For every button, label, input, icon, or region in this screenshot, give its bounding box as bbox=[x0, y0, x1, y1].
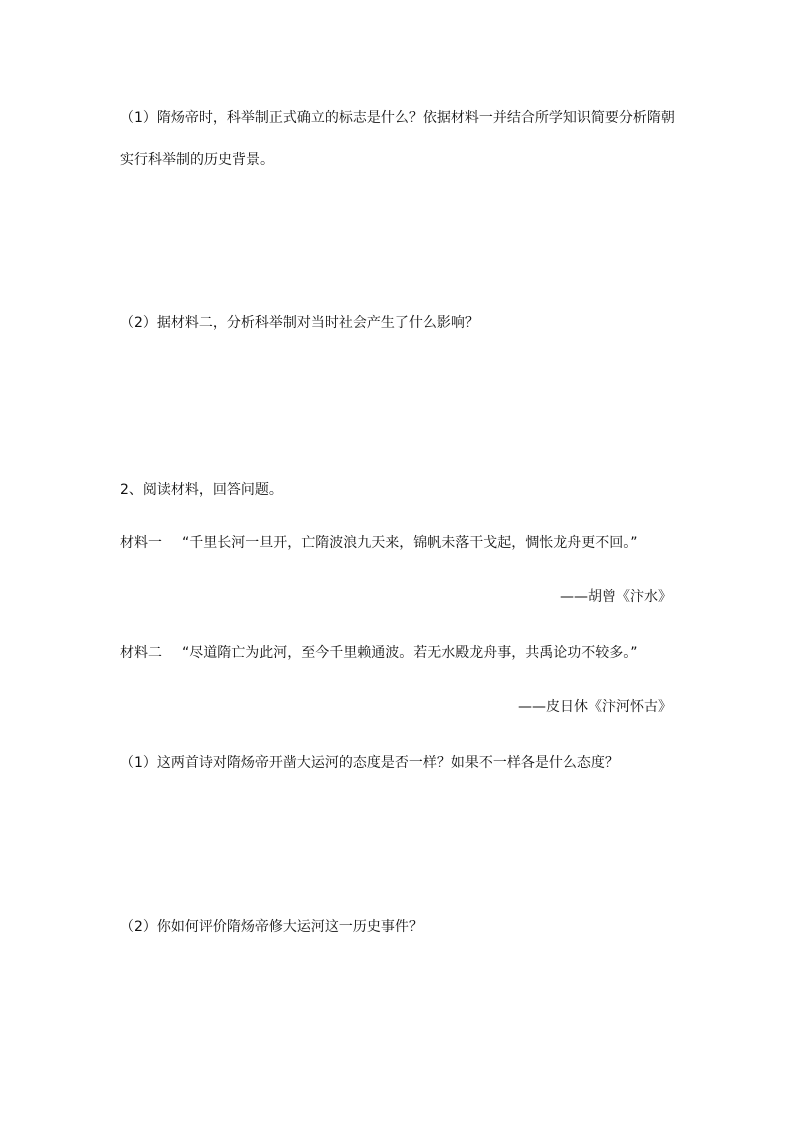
material-1-label: 材料一 bbox=[120, 535, 162, 551]
material-1-attribution: ——胡曾《汴水》 bbox=[560, 589, 672, 605]
material-1 bbox=[120, 533, 638, 553]
section-2-heading: 2、阅读材料，回答问题。 bbox=[120, 482, 283, 498]
material-2 bbox=[120, 643, 638, 663]
question-2-1: （1）这两首诗对隋炀帝开凿大运河的态度是否一样？如果不一样各是什么态度？ bbox=[120, 755, 619, 771]
material-1-text: “千里长河一旦开，亡隋波浪九天来，锦帆未落干戈起，惆怅龙舟更不回。” bbox=[182, 535, 638, 551]
material-2-text: “尽道隋亡为此河，至今千里赖通波。若无水殿龙舟事，共禹论功不较多。” bbox=[182, 645, 638, 661]
question-1-2: （2）据材料二，分析科举制对当时社会产生了什么影响？ bbox=[120, 315, 479, 331]
material-2-label: 材料二 bbox=[120, 645, 162, 661]
material-2-attribution: ——皮日休《汴河怀古》 bbox=[518, 699, 672, 715]
question-2-2: （2）你如何评价隋炀帝修大运河这一历史事件？ bbox=[120, 919, 423, 935]
question-1-1-line-2: 实行科举制的历史背景。 bbox=[120, 152, 274, 168]
question-1-1-line-1: （1）隋炀帝时，科举制正式确立的标志是什么？依据材料一并结合所学知识简要分析隋朝 bbox=[120, 110, 675, 126]
